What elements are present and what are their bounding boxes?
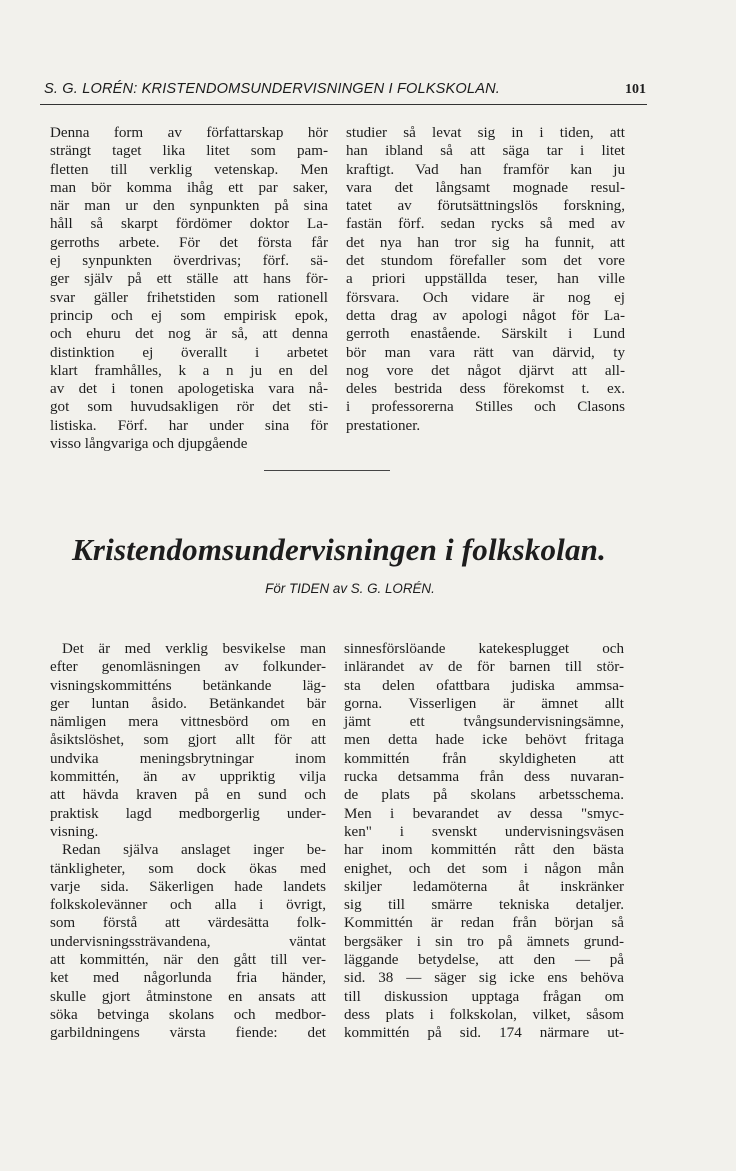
text-line: skulle gjort åtminstone en ansats att	[50, 988, 326, 1005]
text-line: ket med någorlunda fria händer,	[50, 970, 326, 987]
text-line: bergsäker i sin tro på ämnets grund-	[344, 933, 624, 950]
text-line: Kommittén är redan från början så	[344, 915, 624, 932]
text-line: ger själv på ett ställe att hans för-	[50, 271, 328, 288]
text-line: de plats på skolans arbetsschema.	[344, 787, 624, 804]
text-line: det stundom förefaller som det vore	[346, 253, 625, 270]
text-line: sig till smärre tekniska detaljer.	[344, 897, 624, 914]
text-line: praktisk lagd medborgerlig under-	[50, 805, 326, 822]
text-line: gorna. Visserligen är ämnet allt	[344, 695, 624, 712]
text-line: till diskussion upptaga frågan om	[344, 988, 624, 1005]
text-line: visningskommitténs betänkande läg-	[50, 677, 326, 694]
previous-article-left-column	[50, 124, 328, 453]
text-line: läggande betydelse, att den — på	[344, 952, 624, 969]
text-line: kommittén, än av uppriktig vilja	[50, 769, 326, 786]
text-line: av det i tonen apologetiska vara nå-	[50, 381, 328, 398]
text-line: listiska. Förf. har under sina för	[50, 417, 328, 434]
text-line: visning.	[50, 823, 99, 840]
text-line: gerroth enastående. Särskilt i Lund	[346, 326, 625, 343]
page-number: 101	[625, 82, 646, 97]
text-line: strängt taget lika litet som pam-	[50, 143, 328, 160]
text-line: undvika meningsbrytningar inom	[50, 750, 326, 767]
text-line: Det är med verklig besvikelse man	[62, 641, 326, 657]
text-line: a priori uppställda teser, han ville	[346, 271, 625, 288]
text-line: att hävda kraven på en sund och	[50, 787, 326, 804]
header-rule	[40, 104, 647, 105]
text-line: undervisningssträvandena, väntat	[50, 933, 326, 950]
text-line: kraftigt. Vad han framför kan ju	[346, 161, 625, 178]
text-line: jämt ett tvångsundervisningsämne,	[344, 714, 624, 731]
text-line: ken" i svenskt undervisningsväsen	[344, 823, 624, 840]
text-line: och ehuru det nog är så, att denna	[50, 326, 328, 343]
text-line: han ibland så att säga tar i litet	[346, 143, 625, 160]
text-line: skiljer ledamöterna åt inskränker	[344, 878, 624, 895]
text-line: men detta hade icke behövt fritaga	[344, 732, 624, 749]
text-line: att kommittén, när den gått till ver-	[50, 952, 326, 969]
running-head: S. G. LORÉN: KRISTENDOMSUNDERVISNINGEN I FOLKSKOLAN.	[44, 81, 500, 97]
text-line: som förstå att värdesätta folk-	[50, 915, 326, 932]
article-title: Kristendomsundervisningen i folkskolan.	[72, 532, 607, 567]
text-line: klart framhålles, k a n ju en del	[50, 362, 328, 379]
text-line: nog vore det något djärvt att all-	[346, 362, 625, 379]
text-line: försvara. Och vidare är nog ej	[346, 289, 625, 306]
text-line: ej synpunkten överdrivas; förf. sä-	[50, 253, 328, 270]
text-line: i professorerna Stilles och Clasons	[346, 399, 625, 416]
text-line: rucka detsamma från dess nuvaran-	[344, 769, 624, 786]
text-line: distinktion ej överallt i arbetet	[50, 344, 328, 361]
text-line: när man ur den synpunkten på sina	[50, 198, 328, 215]
text-line: varje sida. Säkerligen hade landets	[50, 878, 326, 895]
text-line: garbildningens värsta fiende: det	[50, 1025, 326, 1042]
text-line: ger luntan åsido. Betänkandet bär	[50, 695, 326, 712]
text-line: fletten till verklig vetenskap. Men	[50, 161, 328, 178]
text-line: prestationer.	[346, 417, 421, 434]
text-line: studier så levat sig in i tiden, att	[346, 125, 625, 141]
text-line: efter genomläsningen av folkunder-	[50, 659, 326, 676]
text-line: söka betvinga skolans och medbor-	[50, 1006, 326, 1023]
text-line: kommittén på sid. 174 närmare ut-	[344, 1025, 624, 1042]
text-line: got som huvudsakligen rör det sti-	[50, 399, 328, 416]
text-line: Denna form av författarskap hör	[50, 125, 328, 141]
section-divider	[264, 470, 390, 471]
text-line: nämligen mera vittnesbörd om en	[50, 714, 326, 731]
text-line: kommittén från skyldigheten att	[344, 750, 624, 767]
text-line: Men i bevarandet av dessa "smyc-	[344, 805, 624, 822]
text-line: åsiktslöshet, som gjort allt för att	[50, 732, 326, 749]
text-line: sinnesförslöande katekesplugget och	[344, 641, 624, 657]
text-line: folkskolevänner och alla i övrigt,	[50, 897, 326, 914]
text-line: svar gäller frihetstiden som rationell	[50, 289, 328, 306]
text-line: visso långvariga och djupgående	[50, 436, 248, 453]
text-line: sid. 38 — säger sig icke ens behöva	[344, 970, 624, 987]
text-line: håll så skarpt fördömer doktor La-	[50, 216, 328, 233]
text-line: tänkligheter, som dock ökas med	[50, 860, 326, 877]
article-byline: För TIDEN av S. G. LORÉN.	[265, 581, 435, 596]
text-line: sta delen ofattbara judiska ammsa-	[344, 677, 624, 694]
article-right-column	[344, 640, 624, 1043]
text-line: dess plats i folkskolan, vilket, såsom	[344, 1006, 624, 1023]
text-line: detta drag av apologi något för La-	[346, 307, 625, 324]
text-line: bör man vara rätt van därvid, ty	[346, 344, 625, 361]
previous-article-right-column	[346, 124, 625, 435]
text-line: vara det långsamt mognade resul-	[346, 179, 625, 196]
article-left-column	[50, 640, 326, 1043]
text-line: fastän förf. sedan rycks så med av	[346, 216, 625, 233]
text-line: man bör komma ihåg ett par saker,	[50, 179, 328, 196]
text-line: deles bestrida dess förekomst t. ex.	[346, 381, 625, 398]
text-line: princip och ej som empirisk epok,	[50, 307, 328, 324]
text-line: det nya han tror sig ha funnit, att	[346, 234, 625, 251]
text-line: inlärandet av de för barnen till stör-	[344, 659, 624, 676]
text-line: enighet, och det som i någon mån	[344, 860, 624, 877]
text-line: tatet av förutsättningslös forskning,	[346, 198, 625, 215]
text-line: gerroths arbete. För det första får	[50, 234, 328, 251]
text-line: Redan själva anslaget inger be-	[62, 842, 326, 859]
text-line: har inom kommittén rått den bästa	[344, 842, 624, 859]
